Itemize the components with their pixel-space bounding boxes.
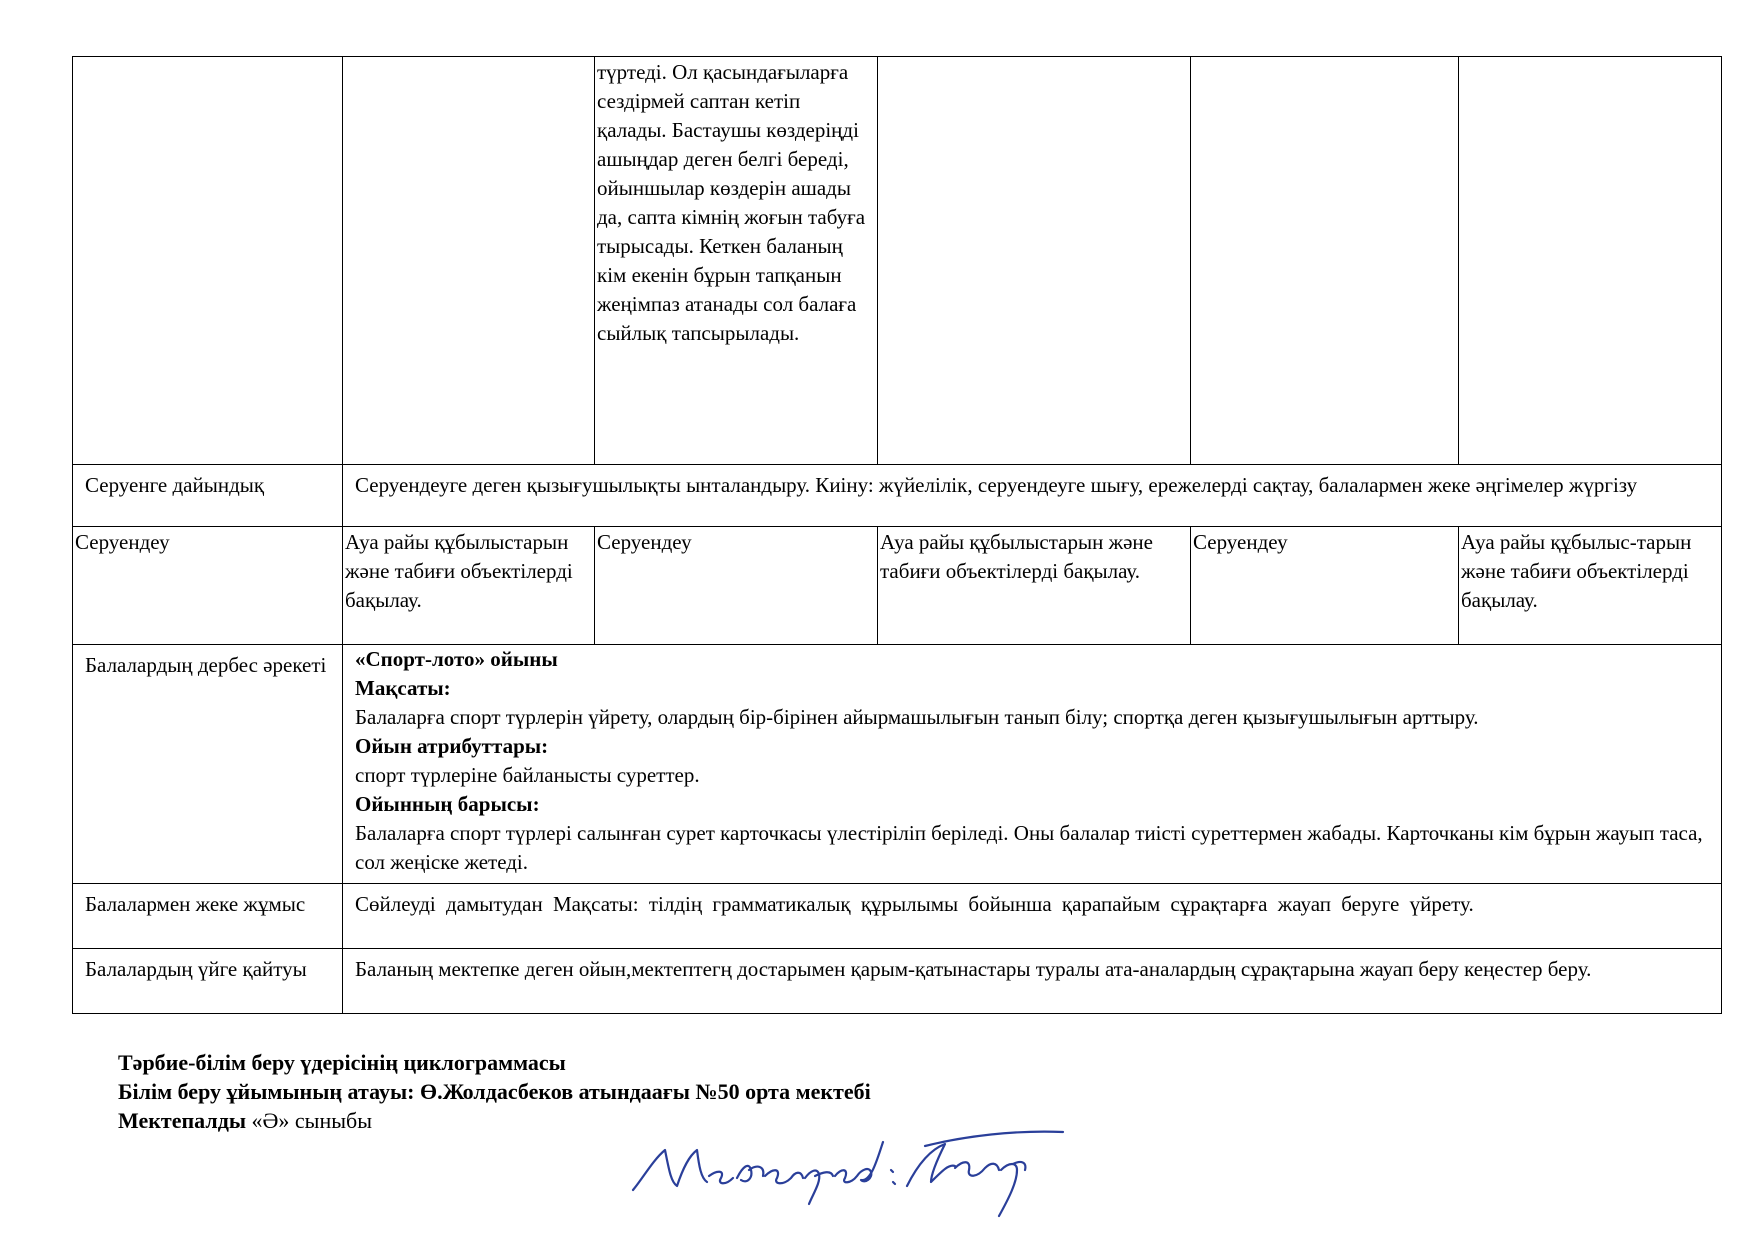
game-description-text: түртеді. Ол қасындағыларға сездірмей саптан кетіп қалады. Бастаушы көздеріңді ашыңдар деген белгі береді, ойыншылар көздерін ашады да, сапта кімнің жоғын табуға тырысады. Кеткен баланың кім екенін бұрын тапқанын жеңімпаз атанады сол балаға сыйлық тапсырылады. bbox=[597, 60, 866, 345]
walk-cell-3: Ауа райы құбылыстарын және табиғи объектілерді бақылау. bbox=[878, 527, 1191, 645]
goal-label: Мақсаты: bbox=[355, 675, 451, 700]
process-label: Ойынның барысы: bbox=[355, 791, 540, 816]
table-cell bbox=[73, 57, 343, 465]
game-title: «Спорт-лото» ойыны bbox=[355, 647, 558, 671]
row-label-individual-work: Балалармен жеке жұмыс bbox=[73, 883, 343, 948]
walk-cell-4: Серуендеу bbox=[1191, 527, 1459, 645]
walk-prep-text: Серуендеуге деген қызығушылықты ынталандыру. Киіну: жүйелілік, серуендеуге шығу, ережелерді сақтау, балалармен жеке әңгімелер жүргізу bbox=[343, 465, 1722, 527]
table-cell bbox=[1459, 57, 1722, 465]
table-row bbox=[73, 465, 1722, 527]
row-label-walk-prep: Серуенге дайындық bbox=[73, 465, 343, 527]
row-label-independent-activity: Балалардың дербес әрекеті bbox=[73, 645, 343, 884]
game-description-cell bbox=[595, 57, 878, 465]
going-home-text: Баланың мектепке деген ойын,мектептегң достарымен қарым-қатынастары туралы ата-аналардың сұрақтарына жауап беру кеңестер беру. bbox=[343, 948, 1722, 1013]
table-row bbox=[73, 948, 1722, 1013]
walk-cell-2: Серуендеу bbox=[595, 527, 878, 645]
table-cell bbox=[1191, 57, 1459, 465]
cyclogram-title: Тәрбие-білім беру үдерісінің циклограммасы bbox=[118, 1050, 566, 1075]
walk-cell-5: Ауа райы құбылыс-тарын және табиғи объектілерді бақылау. bbox=[1459, 527, 1722, 645]
table-row bbox=[73, 57, 1722, 465]
independent-activity-cell bbox=[343, 645, 1722, 884]
handwritten-signature bbox=[625, 1120, 1065, 1240]
table-cell bbox=[878, 57, 1191, 465]
walk-cell-1: Ауа райы құбылыстарын және табиғи объектілерді бақылау. bbox=[343, 527, 595, 645]
attributes-text: спорт түрлеріне байланысты суреттер. bbox=[355, 762, 700, 787]
goal-text: Балаларға спорт түрлерін үйрету, олардың бір-бірінен айырмашылығын танып білу; спортқа деген қызығушылығын арттыру. bbox=[355, 704, 1479, 729]
table-row bbox=[73, 883, 1722, 948]
schedule-table bbox=[72, 56, 1722, 1014]
attributes-label: Ойын атрибуттары: bbox=[355, 733, 549, 758]
individual-work-text: Сөйлеуді дамытудан Мақсаты: тілдің грамматикалық құрылымы бойынша қарапайым сұрақтарға жауап беруге үйрету. bbox=[343, 883, 1722, 948]
row-label-walk: Серуендеу bbox=[73, 527, 343, 645]
class-value: «Ә» сыныбы bbox=[246, 1108, 372, 1133]
row-label-going-home: Балалардың үйге қайтуы bbox=[73, 948, 343, 1013]
organization-name: Білім беру ұйымының атауы: Ө.Жолдасбеков атындаағы №50 орта мектебі bbox=[118, 1079, 871, 1104]
table-cell bbox=[343, 57, 595, 465]
class-label: Мектепалды bbox=[118, 1108, 247, 1133]
table-row bbox=[73, 527, 1722, 645]
process-text: Балаларға спорт түрлері салынған сурет карточкасы үлестіріліп беріледі. Оны балалар тиісті суреттермен жабады. Карточканы кім бұрын жауып таса, сол жеңіске жетеді. bbox=[355, 820, 1703, 874]
table-row bbox=[73, 645, 1722, 884]
